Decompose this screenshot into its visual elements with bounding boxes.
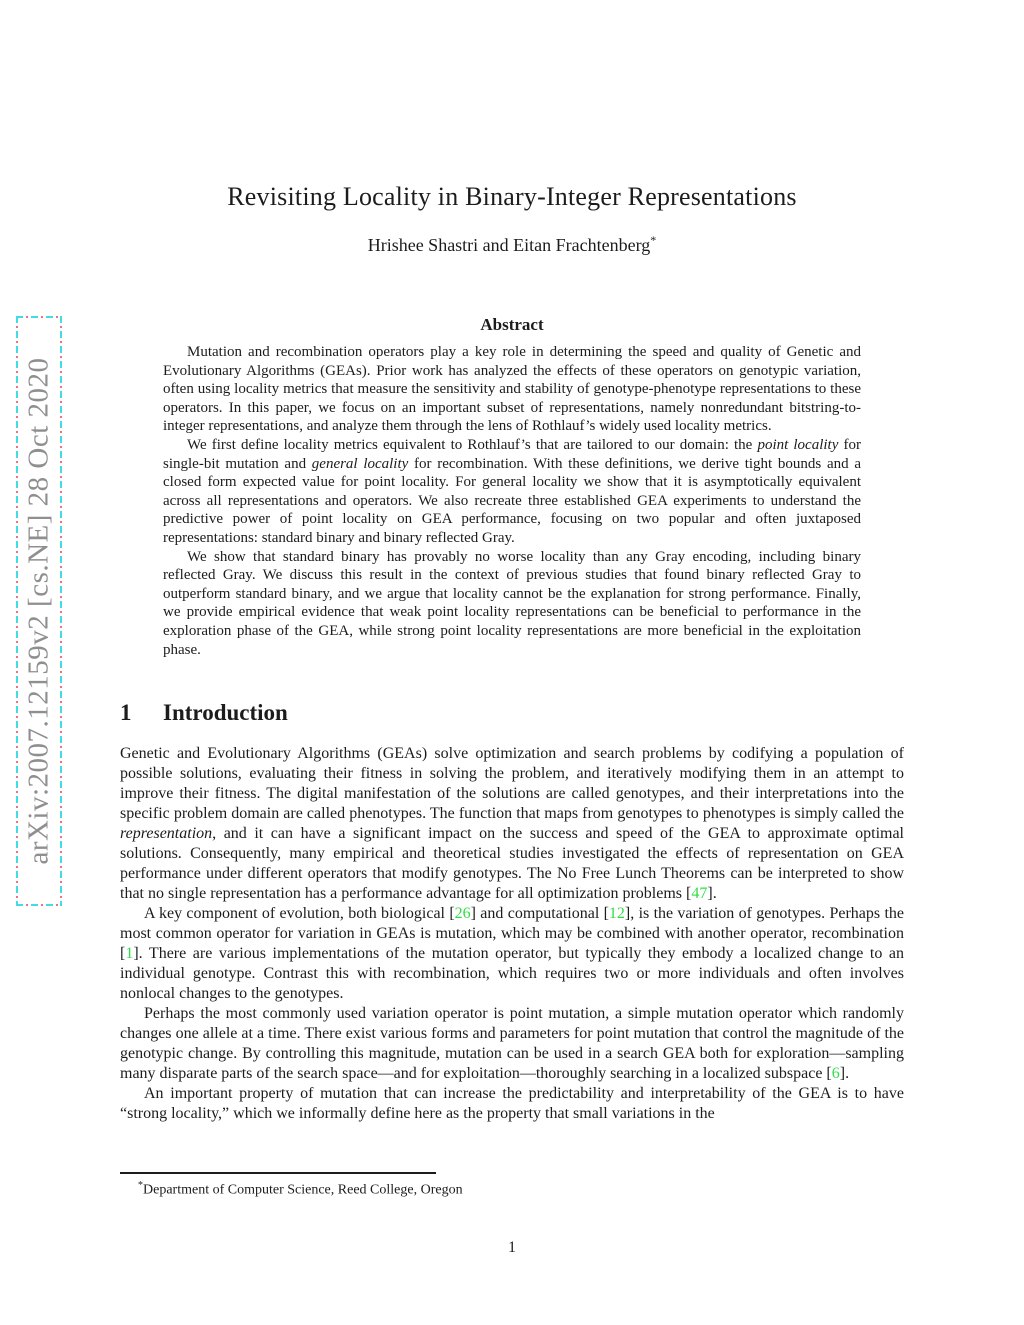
text-segment: Perhaps the most commonly used variation operator is point mutation, a simple mutation operator which randomly changes one allele at a time. There exist various forms and parameters for point mutation that control the magnitude of the genotypic change. By controlling this magnitude, mutation can be used in a search GEA both for exploration—sampling many disparate parts of the search space—and for exploitation—thoroughly searching in a localized subspace [ bbox=[120, 1005, 904, 1082]
text-segment: point locality bbox=[757, 436, 839, 453]
text-segment: We first define locality metrics equivalent to Rothlauf’s that are tailored to our domain: the bbox=[187, 436, 758, 453]
paper-title: Revisiting Locality in Binary-Integer Representations bbox=[227, 182, 797, 211]
section-title: Introduction bbox=[163, 700, 288, 725]
text-segment: A key component of evolution, both biological [ bbox=[144, 905, 455, 922]
footnote-text: Department of Computer Science, Reed College, Oregon bbox=[143, 1182, 463, 1198]
citation-link[interactable]: 26 bbox=[454, 905, 471, 922]
text-segment: ]. bbox=[707, 885, 717, 902]
text-segment: ] and computational [ bbox=[470, 905, 609, 922]
author-footnote-mark: * bbox=[650, 233, 657, 247]
text-segment: Mutation and recombination operators play a key role in determining the speed and quality of Genetic and Evolutionary Algorithms (GEAs). Prior work has analyzed the effects of these operators on genotypic variation, often using locality metrics that measure the sensitivity and stability of genotype-phenotype representations to these operators. In this paper, we focus on an important subset of representations, namely nonredundant bitstring-to-integer representations, and analyze them through the lens of Rothlauf’s widely used locality metrics. bbox=[163, 344, 861, 435]
arxiv-identifier-text: arXiv:2007.12159v2 [cs.NE] 28 Oct 2020 bbox=[22, 357, 55, 865]
footnote-mark: * bbox=[138, 1180, 143, 1191]
text-segment: representation bbox=[120, 825, 213, 842]
text-segment: for single-bit mutation and bbox=[163, 436, 862, 472]
citation-link[interactable]: 47 bbox=[691, 885, 708, 902]
arxiv-watermark bbox=[16, 316, 62, 906]
text-segment: ]. There are various implementations of the mutation operator, but typically they embody a localized change to an individual genotype. Contrast this with recombination, which requires two or more individuals and often involves nonlocal changes to the genotypes. bbox=[120, 945, 904, 1002]
citation-link[interactable]: 12 bbox=[608, 905, 625, 922]
paragraph bbox=[120, 744, 904, 904]
abstract-heading: Abstract bbox=[480, 315, 544, 334]
text-segment: ], is the variation of genotypes. Perhaps the most common operator for variation in GEAs is mutation, which may be combined with another operator, recombination [ bbox=[120, 905, 905, 962]
footnote-rule bbox=[120, 1172, 436, 1174]
introduction-body bbox=[120, 744, 904, 1124]
citation-link[interactable]: 6 bbox=[831, 1065, 840, 1082]
page-number: 1 bbox=[508, 1239, 516, 1256]
text-segment: general locality bbox=[311, 455, 409, 472]
text-segment: We show that standard binary has provably no worse locality than any Gray encoding, including binary reflected Gray. We discuss this result in the context of previous studies that found binary reflected Gray to outperform standard binary, and we argue that locality cannot be the explanation for strong performance. Finally, we provide empirical evidence that weak point locality representations can be beneficial to performance in the exploration phase of the GEA, while strong point locality representations are more beneficial in the exploitation phase. bbox=[163, 548, 861, 658]
section-heading-introduction bbox=[120, 700, 288, 726]
text-segment: , and it can have a significant impact on the success and speed of the GEA to approximate optimal solutions. Consequently, many empirical and theoretical studies investigated the effects of representation on GEA performance under different operators that modify genotypes. The No Free Lunch Theorems can be interpreted to show that no single representation has a performance advantage for all optimization problems [ bbox=[120, 825, 904, 902]
paragraph bbox=[163, 343, 861, 436]
authors-names: Hrishee Shastri and Eitan Frachtenberg bbox=[367, 235, 651, 255]
text-segment: ]. bbox=[839, 1065, 850, 1082]
citation-link[interactable]: 1 bbox=[125, 945, 134, 962]
paragraph bbox=[163, 436, 861, 548]
text-segment: for recombination. With these definitions, we derive tight bounds and a closed form expected value for point locality. For general locality we show that it is asymptotically equivalent across all representations and operators. We also recreate three established GEA experiments to understand the predictive power of point locality on GEA performance, focusing on two popular and often juxtaposed representations: standard binary and binary reflected Gray. bbox=[163, 455, 861, 546]
text-segment: An important property of mutation that can increase the predictability and interpretability of the GEA is to have “strong locality,” which we informally define here as the property that small variations in the bbox=[120, 1085, 904, 1122]
footnote bbox=[120, 1180, 904, 1199]
section-number: 1 bbox=[120, 700, 132, 725]
watermark-border-right bbox=[60, 316, 62, 906]
abstract-body bbox=[163, 343, 861, 659]
watermark-border-left bbox=[16, 316, 18, 906]
paragraph bbox=[120, 1084, 904, 1124]
paper-authors bbox=[0, 233, 1024, 256]
paragraph bbox=[120, 904, 904, 1004]
paragraph bbox=[120, 1004, 904, 1084]
text-segment: Genetic and Evolutionary Algorithms (GEAs) solve optimization and search problems by codifying a population of possible solutions, evaluating their fitness in solving the problem, and iteratively modifying them in an attempt to improve their fitness. The digital manifestation of the solutions are called genotypes, and their interpretations into the specific problem domain are called phenotypes. The function that maps from genotypes to phenotypes is simply called the bbox=[120, 745, 904, 822]
paragraph bbox=[163, 548, 861, 660]
watermark-border-bottom bbox=[16, 904, 62, 906]
